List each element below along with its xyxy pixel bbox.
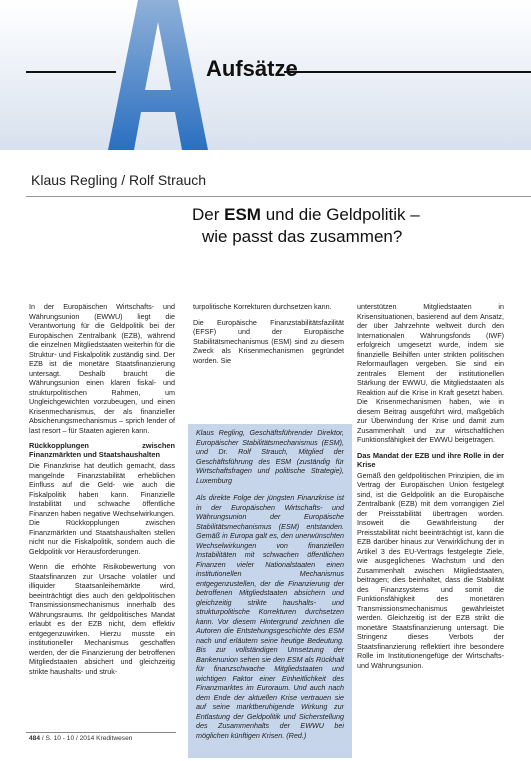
paragraph: Die Finanzkrise hat deutlich gemacht, dass mangelnde Finanzstabilität erheblichen Einfluss auf die Geld- wie auch die Fiskalpolitik haben kann. Finanzielle Instabilität und schwache öffentliche Finanzen haben negative Wechselwirkungen. Die Rückkopplungen zwischen Finanzmärkten und Staatshaushalten stellen nicht nur die Fiskalpolitik, sondern auch die Geldpolitik vor Herausforderungen. [29,461,175,556]
column-1 [29,302,175,682]
article-summary: Als direkte Folge der jüngsten Finanzkrise ist in der Europäischen Wirtschafts- und Währungsunion der Europäische Stabilitätsmechanismus (ESM) entstanden. Gemäß in Europa galt es, den unerwünschten Wechselwirkungen von finanziellen Instabilitäten mit schwachen öffentlichen Finanzen vieler Nationalstaaten einen institutionellen Mechanismus entgegenzustellen, der die Finanzierung der betroffenen Mitgliedstaaten absichern und gleichzeitig strikte haushalts- und strukturpolitische Korrekturen durchsetzen kann. Vor diesem Hintergrund zeichnen die Autoren die Entstehungsgeschichte des ESM nach und erläutern seine heutige Bedeutung. Bis zur vollständigen Umsetzung der Bankenunion sehen sie den ESM als Rückhalt für finanzschwache Mitgliedstaaten und wichtigen Faktor einer Einheitlichkeit des Finanzmarktes im Euroraum. Und auch nach dem Ende der aktuellen Krise vertrauen sie auf seine marktberuhigende Wirkung zur Entlastung der Geldpolitik und Sicherstellung des Zusammenhalts der EWWU bei möglichen künftigen Krisen. (Red.) [196,493,344,740]
header-rule-left [26,71,116,73]
section-heading: Das Mandat der EZB und ihre Rolle in der Krise [357,450,504,469]
paragraph: In der Europäischen Wirtschafts- und Währungsunion (EWWU) liegt die Verantwortung für die Geldpolitik bei der Europäischen Zentralbank (EZB), während die einzelnen Mitgliedstaaten weiterhin für die Struktur- und Fiskalpolitik zuständig sind. Der EZB ist die monetäre Staatsfinanzierung untersagt. Deshalb braucht die Währungsunion einen klaren fiskal- und strukturpolitischen Rahmen, um Ungleichgewichten vorzubeugen, und einen Krisenmechanismus, der als finanzieller Absicherungsmechanismus – sprich lender of last resort – für Staaten agieren kann. [29,302,175,435]
article-title [192,204,522,248]
title-part1: Der [192,205,225,224]
header-rule-right [284,71,531,73]
paragraph: Die Europäische Finanzstabilitätsfazilität (EFSF) und der Europäische Stabilitätsmechanismus (ESM) sind zu diesem Zweck als Krisenmechanismen gegründet worden. Sie [193,317,344,365]
paragraph: unterstützen Mitgliedstaaten in Krisensituationen, basierend auf dem Ansatz, der über Jahrzehnte weltweit durch den Internationalen Währungsfonds (IWF) erfolgreich umgesetzt wurde, indem sie finanzielle Beihilfen unter strikten politischen Reformauflagen vergeben. Sie sind ein zentrales Element der institutionellen Stärkung der EWWU, die Mitgliedstaaten als Reaktion auf die Krise in Kraft gesetzt haben. Die Krisenmechanismen haben, wie in diesem Beitrag ausgeführt wird, maßgeblich zur Überwindung der Krise und damit zum Zusammenhalt und zur wirtschaftlichen Funktionsfähigkeit der EWWU beigetragen. [357,302,504,444]
journal-name: Kreditwesen [96,735,133,742]
title-part2: und die Geldpolitik – [260,205,420,224]
issue-info: / S. 10 - 10 / 2014 [41,735,95,742]
summary-box [188,424,352,758]
title-line2: wie passt das zusammen? [202,227,403,246]
footer-divider [26,732,176,733]
section-title: Aufsätze [206,56,298,81]
title-bold: ESM [224,205,261,224]
summary-box-text [196,428,344,748]
article-authors: Klaus Regling / Rolf Strauch [31,172,207,188]
paragraph: Wenn die erhöhte Risikobewertung von Staatsfinanzen zur Ursache volatiler und illiquider Staatsanleihemärkte wird, beeinträchtigt dies auch den geldpolitischen Transmissionsmechanismus innerhalb des Währungsraums. Ihr geldpolitisches Mandat erlaubt es der EZB nicht, dem effektiv entgegenzuwirken. Hierzu musste ein institutioneller Mechanismus geschaffen werden, der die Finanzierung der betroffenen Mitgliedstaaten absichert und gleichzeitig strikte haushalts- und struk- [29,562,175,676]
page-number: 484 [29,735,41,742]
paragraph: Gemäß den geldpolitischen Prinzipien, die im Vertrag der Europäischen Union festgelegt sind, ist die Geldpolitik an die Europäische Zentralbank (EZB) mit dem vorrangigen Ziel der Preisstabilität übertragen worden. Insoweit die Gewährleistung der Preisstabilität nicht beeinträchtigt ist, kann die EZB darüber hinaus zur Verwirklichung der in Artikel 3 des EU-Vertrags festgelegte Ziele, wie ausgeglichenes Wachstum und den Zusammenhalt zwischen Mitgliedstaaten, beitragen; dies beinhaltet, dass die Stabilität des Finanzsystems und somit die Funktionsfähigkeit des monetären Transmissionsmechanismus gewährleistet werden. Gleichzeitig ist der EZB strikt die monetäre Staatsfinanzierung untersagt. Die Stringenz dieses Verbots der Staatsfinanzierung reflektiert ihre besondere Rolle im Institutionengefüge der Wirtschafts- und Währungsunion. [357,470,504,670]
author-bio: Klaus Regling, Geschäftsführender Direktor, Europäischer Stabilitätsmechanismus (ESM), und Dr. Rolf Strauch, Mitglied der Geschäftsführung des ESM (zuständig für Wirtschaftsfragen und politische Strategie), Luxemburg [196,428,344,485]
authors-divider [26,196,531,197]
paragraph: turpolitische Korrekturen durchsetzen kann. [193,302,332,311]
column-3 [357,302,504,676]
section-letter-a [108,0,208,150]
page-footer [29,735,132,742]
section-heading: Rückkopplungen zwischen Finanzmärkten und Staatshaushalten [29,441,175,459]
column-2 [193,302,344,371]
